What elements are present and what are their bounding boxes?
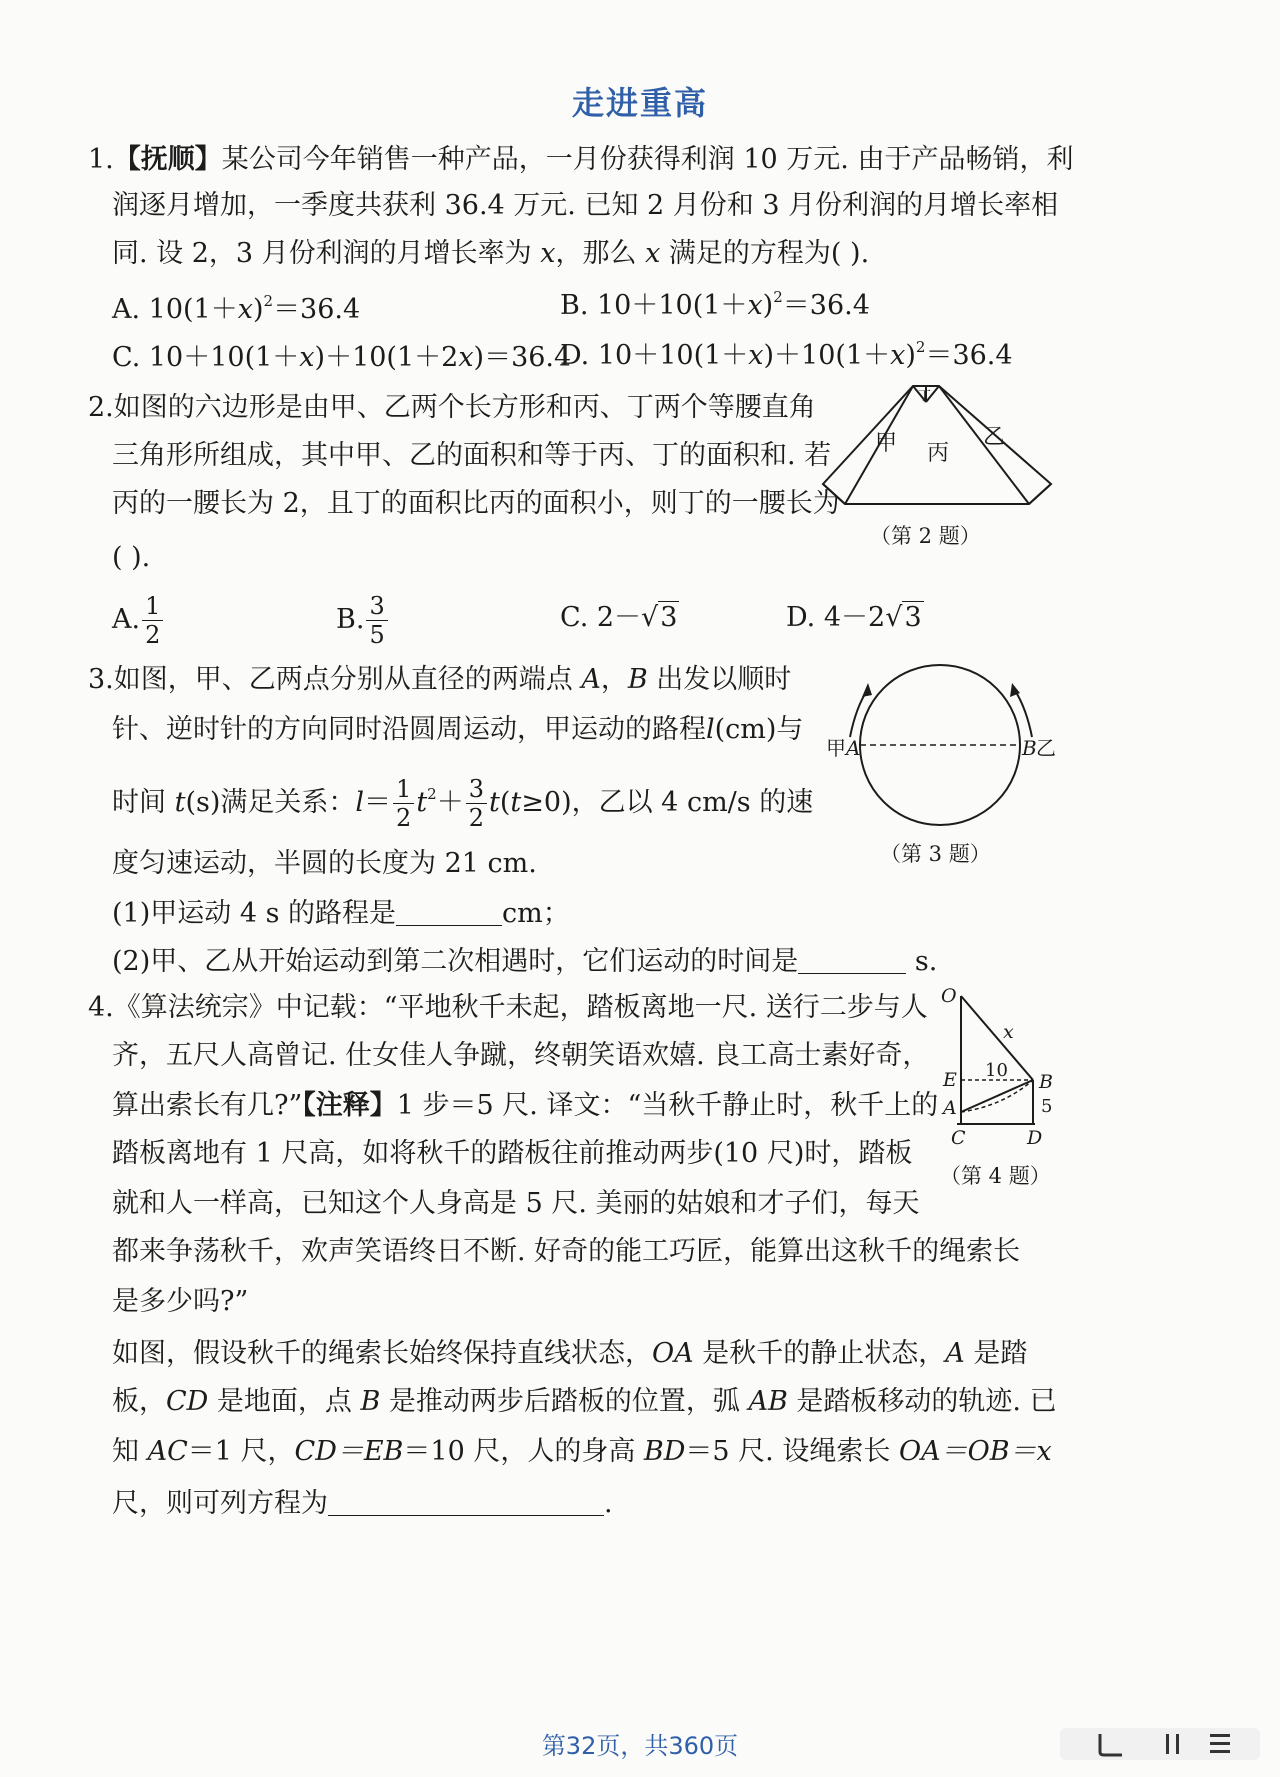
radicand: 3 — [904, 602, 922, 633]
q4-text-11b: . — [604, 1488, 613, 1519]
q4-figure-caption: （第 4 题） — [940, 1164, 1051, 1188]
q1-square: 2 — [773, 288, 783, 306]
q3-text-2b: (cm)与 — [714, 714, 804, 745]
q3-arrow-yi — [1014, 689, 1032, 737]
q2-opt-b-fraction — [366, 592, 387, 649]
radicand: 3 — [660, 602, 678, 633]
q3-text-3c: ( — [499, 787, 511, 818]
q4-point-a: A — [945, 1338, 965, 1369]
q4-text-3a: 算出索长有几?” — [112, 1090, 303, 1121]
q1-var: x — [237, 294, 253, 325]
q3-var-l: l — [355, 787, 365, 818]
q3-text-3d: ≥0)，乙以 4 cm/s 的速 — [521, 787, 814, 818]
q1-var: x — [458, 342, 474, 373]
q3-figure-caption: （第 3 题） — [880, 842, 991, 866]
q1-tag: 【抚顺】 — [113, 144, 222, 175]
q3-text-3a: 时间 — [112, 787, 175, 818]
q2-line-3: 丙的一腰长为 2，且丁的面积比丙的面积小，则丁的一腰长为 — [112, 488, 840, 519]
q1-opt-c-3: )＝36.4 — [473, 342, 572, 373]
q1-var: x — [645, 238, 661, 269]
q3-text-1a: 如图，甲、乙两点分别从直径的两端点 — [113, 664, 582, 695]
q3-text-1b: 出发以顺时 — [647, 664, 792, 695]
page-title: 走进重高 — [571, 84, 708, 122]
q2-option-d: D. 4－2√3 — [786, 602, 922, 633]
q1-opt-c-1: C. 10＋10(1＋ — [112, 342, 300, 373]
q3-line-4: 度匀速运动，半圆的长度为 21 cm. — [112, 848, 537, 879]
q4-seg-oa-ob: OA＝OB＝x — [898, 1436, 1052, 1467]
q3-fraction-2 — [466, 775, 487, 832]
q3-part-1 — [112, 896, 570, 932]
q4-number: 4. — [88, 992, 114, 1023]
q2-option-a — [112, 592, 165, 649]
q1-square: 2 — [915, 338, 926, 356]
q4-text-3c: 1 步＝5 尺. 译文：“当秋千静止时，秋千上的 — [396, 1090, 939, 1121]
q3-var-t: t — [489, 787, 500, 818]
q3-part-1-unit: cm； — [502, 898, 570, 929]
q1-opt-a-2: ) — [252, 294, 264, 325]
q3-fig-label-a: A — [846, 736, 861, 760]
q1-number: 1. — [88, 144, 114, 175]
q4-fig-label-5: 5 — [1041, 1096, 1053, 1117]
q4-text-9d: 是踏板移动的轨迹. 已 — [787, 1386, 1057, 1417]
q4-line-2: 齐，五尺人高曾记. 仕女佳人争蹴，终朝笑语欢嬉. 良工高士素好奇， — [112, 1040, 930, 1071]
q1-line-2: 润逐月增加，一季度共获利 36.4 万元. 已知 2 月份和 3 月份利润的月增长率相 — [112, 190, 1059, 221]
q4-fig-label-o: O — [941, 985, 957, 1007]
q3-text-3b: (s)满足关系： — [185, 787, 356, 818]
q4-seg-ac: AC — [147, 1436, 188, 1467]
q4-fig-label-10: 10 — [985, 1060, 1008, 1081]
q2-fig-label-jia: 甲 — [875, 431, 898, 456]
q3-plus: ＋ — [436, 787, 464, 818]
menu-icon[interactable] — [1210, 1734, 1230, 1753]
q4-text-8a: 如图，假设秋千的绳索长始终保持直线状态， — [112, 1338, 652, 1369]
q1-text-3a: 同. 设 2，3 月份利润的月增长率为 — [112, 238, 541, 269]
q2-text-1: 如图的六边形是由甲、乙两个长方形和丙、丁两个等腰直角 — [113, 392, 816, 423]
q4-fig-label-e: E — [943, 1069, 957, 1091]
q1-opt-a-1: A. 10(1＋ — [112, 294, 238, 325]
q1-option-c — [112, 340, 571, 376]
q3-part-2 — [112, 944, 937, 980]
q4-text-1: 《算法统宗》中记载：“平地秋千未起，踏板离地一尺. 送行二步与人 — [113, 992, 928, 1023]
q4-seg-bd: BD — [643, 1436, 686, 1467]
denominator: 2 — [145, 621, 161, 649]
q3-part-2-unit: s. — [914, 946, 938, 977]
q1-opt-c-2: )＋10(1＋2 — [314, 342, 459, 373]
q1-text-3b: ，那么 — [555, 238, 646, 269]
q2-fig-label-ding: 丁 — [918, 389, 932, 404]
q2-number: 2. — [88, 392, 114, 423]
q3-answer-blank-2[interactable] — [798, 947, 906, 974]
q1-opt-d-4: ＝36.4 — [925, 340, 1013, 371]
q2-option-c: C. 2－√3 — [560, 602, 678, 633]
q4-line-11 — [112, 1486, 613, 1522]
page-counter: 第32页，共360页 — [541, 1732, 739, 1760]
q3-point-b: B — [627, 664, 648, 695]
q3-var-t: t — [510, 787, 522, 818]
q3-fig-label-jia: 甲 — [826, 736, 846, 760]
q4-text-11a: 尺，则可列方程为 — [112, 1488, 328, 1519]
q2-figure-caption: （第 2 题） — [870, 524, 981, 548]
q3-part-1-text: (1)甲运动 4 s 的路程是 — [112, 898, 397, 929]
q1-opt-d-1: D. 10＋10(1＋ — [560, 340, 749, 371]
q2-opt-d-label: D. 4－2 — [786, 602, 886, 633]
q4-text-10a: 知 — [112, 1436, 148, 1467]
q1-var: x — [747, 290, 763, 321]
q4-fig-label-d: D — [1027, 1127, 1043, 1149]
q3-equals: ＝ — [364, 787, 392, 818]
q4-text-8b: 是秋千的静止状态， — [693, 1338, 946, 1369]
q4-line-8 — [112, 1336, 1027, 1372]
q4-text-8c: 是踏 — [964, 1338, 1028, 1369]
numerator: 1 — [142, 592, 163, 621]
q4-point-b: B — [360, 1386, 381, 1417]
q4-seg-cd: CD — [166, 1386, 209, 1417]
q3-answer-blank-1[interactable] — [396, 899, 502, 926]
q3-comma: ， — [600, 664, 628, 695]
q4-text-10b: ＝1 尺， — [187, 1436, 295, 1467]
q2-fig-label-bing: 丙 — [927, 441, 950, 466]
q4-text-10d: ＝5 尺. 设绳索长 — [685, 1436, 899, 1467]
numerator: 3 — [466, 775, 487, 804]
q3-fig-label-b: B — [1022, 736, 1037, 760]
q2-hexagon-figure — [815, 380, 1060, 515]
q1-line-1 — [88, 142, 1073, 178]
q4-fig-label-b: B — [1039, 1071, 1053, 1093]
q1-opt-d-3: ) — [905, 340, 916, 371]
q2-opt-b-label: B. — [336, 604, 365, 635]
q4-line-6: 都来争荡秋千，欢声笑语终日不断. 好奇的能工巧匠，能算出这秋千的绳索长 — [112, 1236, 1021, 1267]
q1-option-d — [560, 338, 1013, 374]
q4-fig-label-a: A — [943, 1097, 957, 1119]
q2-line-4: ( ). — [112, 542, 151, 573]
q3-var-t: t — [416, 787, 428, 818]
q4-line-3 — [112, 1088, 938, 1124]
viewer-toolbar — [1060, 1728, 1260, 1760]
q3-line-3 — [112, 770, 813, 836]
q1-opt-d-2: )＋10(1＋ — [763, 340, 891, 371]
q3-circle-figure — [822, 655, 1062, 837]
denominator: 5 — [369, 621, 385, 649]
q2-option-b — [336, 592, 390, 649]
q3-text-2a: 针、逆时针的方向同时沿圆周运动，甲运动的路程 — [112, 714, 706, 745]
q1-var: x — [748, 340, 764, 371]
q4-seg-oa: OA — [652, 1338, 694, 1369]
q1-var: x — [299, 342, 315, 373]
q3-fig-label-yi: 乙 — [1036, 736, 1056, 760]
q3-square: 2 — [427, 785, 437, 803]
q1-text-1: 某公司今年销售一种产品，一月份获得利润 10 万元. 由于产品畅销，利 — [221, 144, 1074, 175]
q4-line-1 — [88, 990, 928, 1026]
q3-line-1 — [88, 662, 791, 698]
q2-opt-a-fraction — [142, 592, 163, 649]
q2-line-2: 三角形所组成，其中甲、乙的面积和等于丙、丁的面积和. 若 — [112, 440, 832, 471]
denominator: 2 — [468, 804, 484, 832]
q4-text-9a: 板， — [112, 1386, 166, 1417]
q3-var-l: l — [706, 714, 715, 745]
q4-text-10c: ＝10 尺，人的身高 — [403, 1436, 644, 1467]
q3-line-2 — [112, 712, 803, 748]
q1-var: x — [540, 238, 556, 269]
q4-fig-label-x: x — [1003, 1021, 1014, 1043]
q1-option-a — [112, 292, 360, 328]
q3-number: 3. — [88, 664, 114, 695]
q4-swing-figure — [935, 980, 1065, 1160]
q1-option-b — [560, 288, 870, 324]
q4-segment-ab — [961, 1080, 1033, 1112]
q1-opt-b-1: B. 10＋10(1＋ — [560, 290, 748, 321]
q1-square: 2 — [263, 292, 274, 310]
q2-line-1 — [88, 390, 816, 426]
q4-arc-ab: AB — [748, 1386, 788, 1417]
q1-opt-a-3: ＝36.4 — [273, 294, 361, 325]
q2-edge — [1029, 484, 1051, 504]
denominator: 2 — [396, 804, 412, 832]
q4-line-9 — [112, 1384, 1057, 1420]
q4-answer-blank[interactable] — [328, 1489, 604, 1516]
q3-var-t: t — [174, 787, 186, 818]
q1-opt-b-2: ) — [762, 290, 774, 321]
q4-seg-cd-eb: CD＝EB — [294, 1436, 404, 1467]
numerator: 3 — [366, 592, 387, 621]
q4-line-5: 就和人一样高，已知这个人身高是 5 尺. 美丽的姑娘和才子们，每天 — [112, 1188, 920, 1219]
q1-opt-b-3: ＝36.4 — [782, 290, 870, 321]
q2-edge — [823, 484, 845, 504]
q3-point-a: A — [581, 664, 601, 695]
numerator: 1 — [393, 775, 414, 804]
q4-text-9b: 是地面，点 — [208, 1386, 361, 1417]
q4-line-4: 踏板离地有 1 尺高，如将秋千的踏板往前推动两步(10 尺)时，踏板 — [112, 1138, 913, 1169]
q3-arrowhead-jia — [862, 683, 872, 697]
q4-text-9c: 是推动两步后踏板的位置，弧 — [380, 1386, 749, 1417]
q1-var: x — [890, 340, 906, 371]
q3-fraction-1 — [393, 775, 414, 832]
q2-opt-c-label: C. 2－ — [560, 602, 642, 633]
q1-line-3 — [112, 236, 869, 272]
q4-fig-label-c: C — [951, 1127, 966, 1149]
q2-fig-label-yi: 乙 — [983, 425, 1006, 450]
q2-opt-a-label: A. — [112, 604, 141, 635]
q4-line-7: 是多少吗?” — [112, 1286, 249, 1317]
q3-part-2-text: (2)甲、乙从开始运动到第二次相遇时，它们运动的时间是 — [112, 946, 799, 977]
q4-line-10 — [112, 1434, 1052, 1470]
q1-text-3c: 满足的方程为( ). — [660, 238, 870, 269]
q4-note-tag: 【注释】 — [302, 1090, 397, 1121]
